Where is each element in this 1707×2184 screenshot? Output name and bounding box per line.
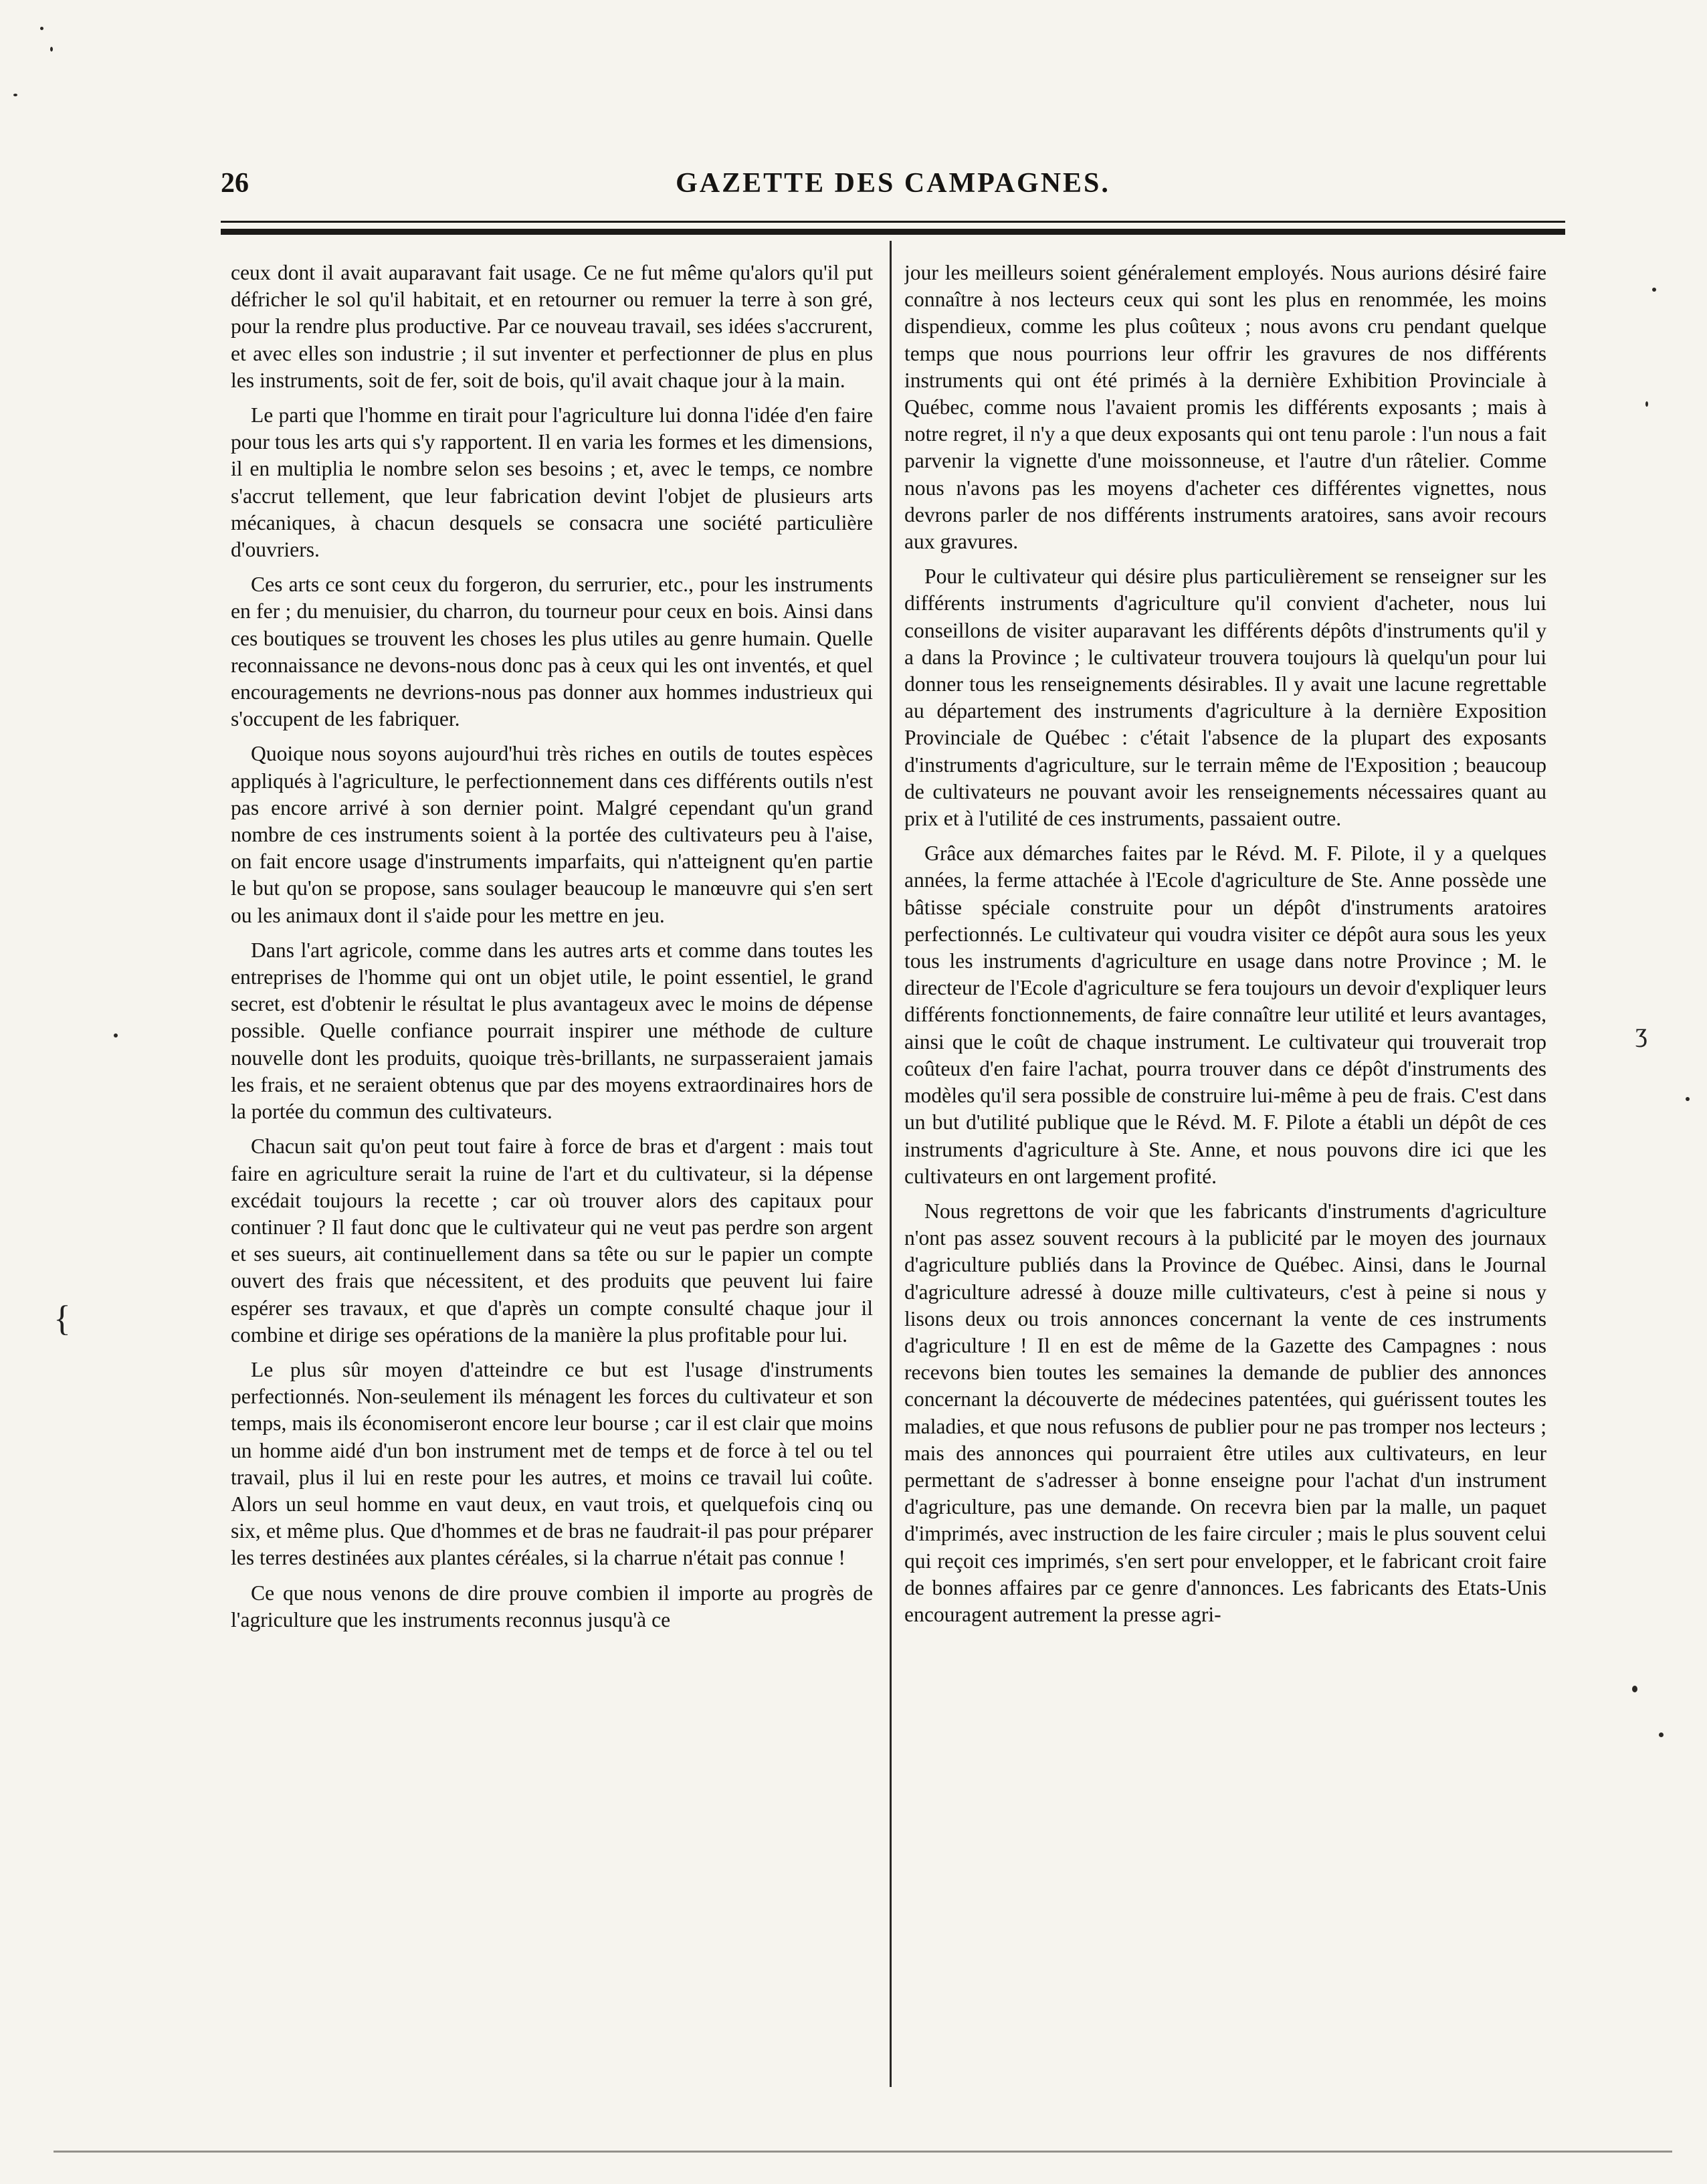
paragraph: jour les meilleurs soient généralement employés. Nous aurions désiré faire connaître à nos lecteurs ceux qui sont les plus en renommée, les moins dispendieux, comme les plus coûteux ; nous avons cru pendant quelque temps que nous pourrions leur offrir les gravures de nos différents instruments qui ont été primés à la dernière Exhibition Provinciale à Québec, comme nous l'avaient promis les différents exposants ; mais à notre regret, il n'y a que deux exposants qui ont tenu parole : l'un nous a fait parvenir la vignette d'une moissonneuse, et l'autre d'un râtelier. Comme nous n'avons pas les moyens d'acheter ces différentes vignettes, nous devrons parler de nos différents instruments aratoires, sans avoir recours aux gravures. (904, 261, 1546, 554)
scan-speck (1652, 288, 1656, 292)
paragraph: Le parti que l'homme en tirait pour l'agriculture lui donna l'idée d'en faire pour tous les arts qui s'y rapportent. Il en varia les formes et les dimensions, il en multiplia le nombre selon ses besoins ; et, avec le temps, ce nombre s'accrut tellement, que leur fabrication devint l'objet de plusieurs arts mécaniques, à chacun desquels se consacra une société particulière d'ouvriers. (231, 403, 873, 562)
paragraph: Chacun sait qu'on peut tout faire à force de bras et d'argent : mais tout faire en agriculture serait la ruine de l'art et du cultivateur, si la dépense excédait toujours la recette ; car où trouver alors des capitaux pour continuer ? Il faut donc que le cultivateur qui ne veut pas perdre son argent et ses sueurs, ait continuellement dans sa tête ou sur le papier un compte ouvert des frais que nécessitent, et des produits que peuvent lui faire espérer ses travaux, et que d'après un compte consulté chaque jour il combine et dirige ses opérations de la manière la plus profitable pour lui. (231, 1134, 873, 1347)
header-rule-thin (221, 221, 1565, 223)
paragraph: Pour le cultivateur qui désire plus particulièrement se renseigner sur les différents instruments d'agriculture qu'il convient d'acheter, nous lui conseillons de visiter auparavant les différents dépôts d'instruments qu'il y a dans la Province ; le cultivateur trouvera toujours là quelqu'un pour lui donner tous les renseignements désirables. Il y avait une lacune regrettable au département des instruments d'agriculture à la dernière Exposition Provinciale de Québec : c'était l'absence de la plupart des exposants d'instruments d'agriculture, sur le terrain même de l'Exposition ; beaucoup de cultivateurs ne pouvant avoir les renseignements nécessaires quant au prix et à l'utilité de ces instruments, passaient outre. (904, 565, 1546, 831)
left-column (231, 260, 873, 2089)
scan-speck (50, 47, 53, 52)
paragraph: Quoique nous soyons aujourd'hui très riches en outils de toutes espèces appliqués à l'agriculture, le perfectionnement dans ces différents outils n'est pas encore arrivé à son dernier point. Malgré cependant qu'un grand nombre de ces instruments soient à la portée des cultivateurs peu à l'aise, on fait encore usage d'instruments imparfaits, qui n'atteignent qu'en partie le but qu'on se propose, sans soulager beaucoup le manœuvre qui s'en sert ou les animaux dont il s'aide pour les mettre en jeu. (231, 742, 873, 927)
scan-speck (114, 1033, 118, 1037)
paragraph: Grâce aux démarches faites par le Révd. M. F. Pilote, il y a quelques années, la ferme attachée à l'Ecole d'agriculture de Ste. Anne possède une bâtisse spéciale construite pour un dépôt d'instruments aratoires perfectionnés. Le cultivateur qui voudra visiter ce dépôt aura sous les yeux tous les instruments d'agriculture en usage dans notre Province ; M. le directeur de l'Ecole d'agriculture se fera toujours un devoir d'expliquer leurs différents fonctionnements, de faire connaître leur utilité et leurs avantages, ainsi que le coût de chaque instrument. Le cultivateur qui trouverait trop coûteux d'en faire l'achat, pourra trouver dans ce dépôt d'instruments des modèles qu'il sera possible de construire lui-même à peu de frais. C'est dans un but d'utilité publique que le Révd. M. F. Pilote a établi un dépôt de ces instruments d'agriculture à Ste. Anne, et nous pouvons dire ici que les cultivateurs en ont largement profité. (904, 841, 1546, 1188)
column-divider (890, 241, 892, 2087)
scan-speck (13, 94, 17, 96)
paragraph: Ce que nous venons de dire prouve combien il importe au progrès de l'agriculture que les instruments reconnus jusqu'à ce (231, 1581, 873, 1631)
page-title: GAZETTE DES CAMPAGNES. (676, 168, 1110, 199)
scan-speck (1645, 401, 1648, 407)
paragraph: ceux dont il avait auparavant fait usage. Ce ne fut même qu'alors qu'il put défricher le sol qu'il habitait, et en retourner ou remuer la terre à son gré, pour la rendre plus productive. Par ce nouveau travail, ses idées s'accrurent, et avec elles son industrie ; il sut inventer et perfectionner de plus en plus les instruments, soit de fer, soit de bois, qu'il avait chaque jour à la main. (231, 261, 873, 392)
scan-speck (40, 27, 43, 30)
scan-speck (1686, 1097, 1690, 1101)
paragraph: Nous regrettons de voir que les fabricants d'instruments d'agriculture n'ont pas assez souvent recours à la publicité par le moyen des journaux d'agriculture publiés dans la Province de Québec. Ainsi, dans le Journal d'agriculture adressé à douze mille cultivateurs, c'est à peine si nous y lisons deux ou trois annonces concernant la vente de ces instruments d'agriculture ! Il en est de même de la Gazette des Campagnes : nous recevons bien toutes les semaines la demande de publier des annonces concernant la découverte de médecines patentées, qui guérissent toutes les maladies, et que nous refusons de publier pour ne pas tromper nos lecteurs ; mais des annonces qui pourraient être utiles aux cultivateurs, en leur permettant de s'adresser à bonne enseigne pour l'achat d'un instrument d'agriculture, pas une demande. On recevra bien par la malle, un paquet d'imprimés, avec instruction de les faire circuler ; mais le plus souvent celui qui reçoit ces imprimés, s'en sert pour envelopper, et le fabricant croit faire de bonnes affaires par ce genre d'annonces. Les fabricants des Etats-Unis encouragent autrement la presse agri- (904, 1199, 1546, 1626)
scan-speck (1632, 1686, 1637, 1692)
bottom-rule (54, 2151, 1672, 2153)
margin-bracket: { (54, 1298, 71, 1338)
paragraph: Ces arts ce sont ceux du forgeron, du serrurier, etc., pour les instruments en fer ; du menuisier, du charron, du tourneur pour ceux en bois. Ainsi dans ces boutiques se trouvent les choses les plus utiles au genre humain. Quelle reconnaissance ne devons-nous donc pas à ceux qui les ont inventés, et quel encouragements ne devrions-nous pas donner aux hommes industrieux qui s'occupent de les fabriquer. (231, 573, 873, 731)
paragraph: Le plus sûr moyen d'atteindre ce but est l'usage d'instruments perfectionnés. Non-seulement ils ménagent les forces du cultivateur et son temps, mais ils économiseront encore leur bourse ; car il est clair que moins un homme aidé d'un bon instrument met de temps et de force à tel ou tel travail, plus il lui en reste pour les autres, et moins ce travail lui coûte. Alors un seul homme en vaut deux, en vaut trois, et quelquefois cinq ou six, et même plus. Que d'hommes et de bras ne faudrait-il pas pour préparer les terres destinées aux plantes céréales, si la charrue n'était pas connue ! (231, 1357, 873, 1570)
scan-speck (1659, 1732, 1664, 1737)
page-number: 26 (221, 168, 249, 199)
header-rule-thick (221, 229, 1565, 235)
margin-mark: ʒ (1635, 1017, 1647, 1048)
page-header (221, 167, 1565, 207)
right-column (904, 260, 1546, 2089)
paragraph: Dans l'art agricole, comme dans les autres arts et comme dans toutes les entreprises de l'homme qui ont un objet utile, le point essentiel, le grand secret, est d'obtenir le résultat le plus avantageux avec le moins de dépense possible. Quelle confiance pourrait inspirer une méthode de culture nouvelle dont les produits, quoique très-brillants, ne surpasseraient jamais les frais, et ne seraient obtenus que par des moyens extraordinaires hors de la portée du commun des cultivateurs. (231, 938, 873, 1124)
